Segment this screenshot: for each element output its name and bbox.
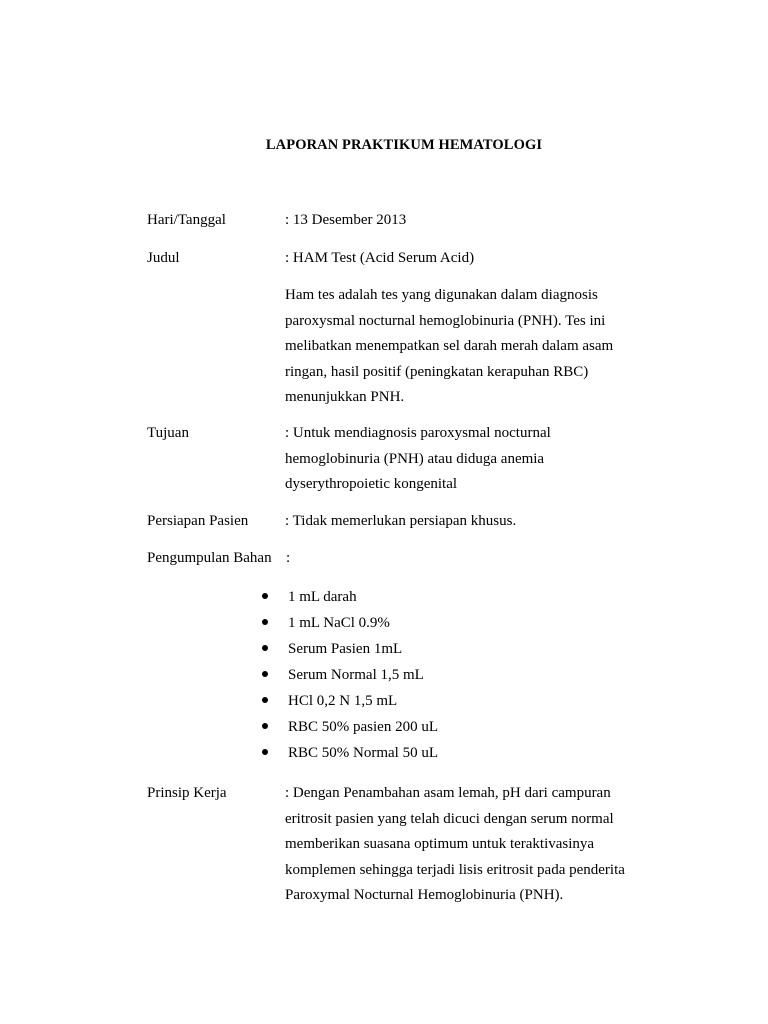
label-prinsip-kerja: Prinsip Kerja	[147, 785, 227, 801]
value-line: Paroxymal Nocturnal Hemoglobinuria (PNH).	[285, 887, 564, 903]
bullet-icon	[262, 723, 268, 729]
value-line: eritrosit pasien yang telah dicuci dengan serum normal	[285, 810, 614, 827]
value-line: komplemen sehingga terjadi lisis eritrosit pada penderita	[285, 861, 625, 878]
label-judul: Judul	[147, 250, 180, 266]
description-line: paroxysmal nocturnal hemoglobinuria (PNH). Tes ini	[285, 312, 606, 329]
description-line: menunjukkan PNH.	[285, 389, 405, 405]
description-line: ringan, hasil positif (peningkatan kerapuhan RBC)	[285, 363, 589, 380]
description-line: Ham tes adalah tes yang digunakan dalam diagnosis	[285, 287, 598, 303]
value-line: memberikan suasana optimum untuk teraktivasinya	[285, 836, 595, 852]
judul-description	[285, 283, 645, 411]
document-title: LAPORAN PRAKTIKUM HEMATOLOGI	[265, 137, 543, 153]
pengumpulan-colon: :	[286, 550, 291, 566]
bullet-icon	[262, 645, 268, 651]
value-line: : 13 Desember 2013	[285, 212, 407, 228]
label-hari-tanggal: Hari/Tanggal	[147, 212, 226, 228]
value-line: : Tidak memerlukan persiapan khusus.	[285, 513, 517, 529]
bullet-icon	[262, 749, 268, 755]
bullet-icon	[262, 593, 268, 599]
value-line: dyserythropoietic kongenital	[285, 476, 458, 492]
bullet-icon	[262, 671, 268, 677]
label-pengumpulan-bahan: Pengumpulan Bahan	[147, 550, 272, 566]
value-persiapan-pasien	[285, 509, 645, 535]
label-tujuan: Tujuan	[147, 425, 189, 441]
value-line: : Dengan Penambahan asam lemah, pH dari campuran	[285, 785, 611, 801]
document-page: LAPORAN PRAKTIKUM HEMATOLOGI Hari/Tanggal : 13 Desember 2013 Judul : HAM Test (Acid Serum Acid) Ham tes adalah tes yang digunakan dalam diagnosis paroxysmal nocturnal hemoglobinuria (PNH). Tes ini melibatkan menempatkan sel darah merah dalam asam ringan, hasil positif (peningkatan kerapuhan RBC) menunjukkan PNH. Tujuan : Untuk mendiagnosis paroxysmal nocturnal hemoglobinuria (PNH) atau diduga anemia dyserythropoietic kongenital Persiapan Pasien : Tidak memerlukan persiapan khusus. Pengumpulan Bahan : 1 mL darah 1 mL NaCl 0.9% Serum Pasien 1mL Serum Normal 1,5 mL HCl 0,2 N 1,5 mL RBC 50% pasien 200 uL RBC 50% Normal 50 uL Prinsip Kerja : Dengan Penambahan asam lemah, pH dari campuran eritrosit pasien yang telah dicuci dengan serum normal memberikan suasana optimum untuk teraktivasinya komplemen sehingga terjadi lisis eritrosit pada penderita Paroxymal Nocturnal Hemoglobinuria (PNH).	[0, 0, 768, 1024]
bullet-icon	[262, 619, 268, 625]
value-line: : HAM Test (Acid Serum Acid)	[285, 250, 475, 266]
value-line: hemoglobinuria (PNH) atau diduga anemia	[285, 450, 545, 467]
value-hari-tanggal	[285, 208, 645, 234]
bullet-icon	[262, 697, 268, 703]
value-line: : Untuk mendiagnosis paroxysmal nocturnal	[285, 425, 551, 441]
value-judul	[285, 246, 645, 272]
description-line: melibatkan menempatkan sel darah merah dalam asam	[285, 338, 614, 354]
label-persiapan-pasien: Persiapan Pasien	[147, 513, 249, 529]
value-tujuan	[285, 421, 645, 498]
value-prinsip-kerja	[285, 781, 645, 909]
